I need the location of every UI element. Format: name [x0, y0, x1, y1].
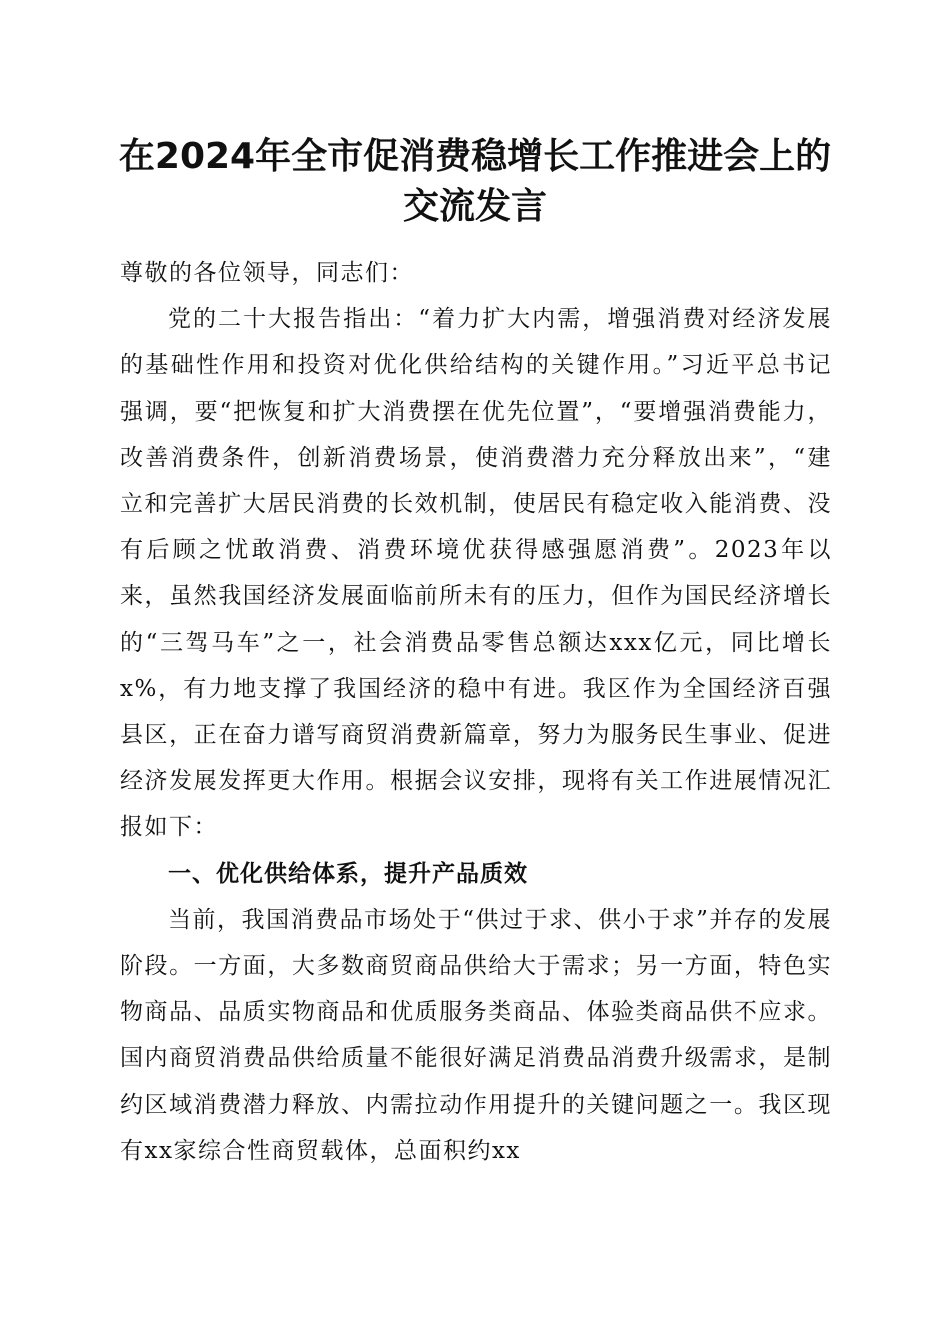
- document-title: [100, 132, 850, 232]
- document-body: [120, 250, 832, 1174]
- title-line-2: 交流发言: [402, 186, 547, 227]
- title-line-1: 在2024年全市促消费稳增长工作推进会上的: [118, 136, 832, 177]
- salutation: 尊敬的各位领导，同志们：: [120, 260, 414, 286]
- paragraph-2: 当前，我国消费品市场处于“供过于求、供小于求”并存的发展阶段。一方面，大多数商贸商品供给大于需求；另一方面，特色实物商品、品质实物商品和优质服务类商品、体验类商品供不应求。国内商贸消费品供给质量不能很好满足消费品消费升级需求，是制约区域消费潜力释放、内需拉动作用提升的关键问题之一。我区现有xx家综合性商贸载体，总面积约xx: [120, 906, 832, 1164]
- paragraph-1: 党的二十大报告指出：“着力扩大内需，增强消费对经济发展的基础性作用和投资对优化供给结构的关键作用。”习近平总书记强调，要“把恢复和扩大消费摆在优先位置”，“要增强消费能力，改善消费条件，创新消费场景，使消费潜力充分释放出来”，“建立和完善扩大居民消费的长效机制，使居民有稳定收入能消费、没有后顾之忧敢消费、消费环境优获得感强愿消费”。2023年以来，虽然我国经济发展面临前所未有的压力，但作为国民经济增长的“三驾马车”之一，社会消费品零售总额达xxx亿元，同比增长x%，有力地支撑了我国经济的稳中有进。我区作为全国经济百强县区，正在奋力谱写商贸消费新篇章，努力为服务民生事业、促进经济发展发挥更大作用。根据会议安排，现将有关工作进展情况汇报如下：: [120, 306, 832, 841]
- section-heading-1: 一、优化供给体系，提升产品质效: [168, 860, 528, 887]
